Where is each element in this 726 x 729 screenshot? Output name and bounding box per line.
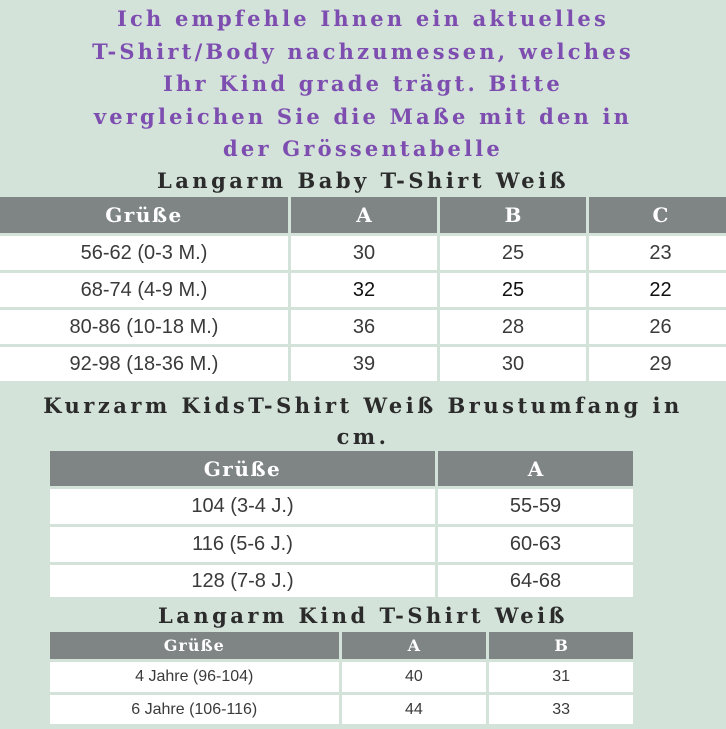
table-cell: 64-68 bbox=[438, 565, 633, 597]
table-cell: 4 Jahre (96-104) bbox=[50, 662, 339, 692]
header-cell: Grüße bbox=[50, 632, 339, 659]
table2-title-line: cm. bbox=[336, 424, 390, 449]
table-cell: 6 Jahre (106-116) bbox=[50, 695, 339, 724]
table-cell: 56-62 (0-3 M.) bbox=[0, 236, 288, 270]
intro-line: Ich empfehle Ihnen ein aktuelles bbox=[116, 6, 609, 31]
table-cell: 31 bbox=[489, 662, 633, 692]
size-table-langarm-kind bbox=[47, 632, 636, 724]
table2-title-line: Kurzarm KidsT-Shirt Weiß Brustumfang in bbox=[43, 393, 683, 418]
table-row bbox=[0, 347, 726, 381]
size-table-kurzarm-kids bbox=[47, 451, 636, 597]
table-cell: 33 bbox=[489, 695, 633, 724]
table-cell: 68-74 (4-9 M.) bbox=[0, 273, 288, 307]
table-cell: 44 bbox=[342, 695, 487, 724]
header-cell: C bbox=[589, 197, 726, 233]
intro-line: Ihr Kind grade trägt. Bitte bbox=[163, 71, 563, 96]
table-row bbox=[50, 695, 633, 724]
header-cell: Grüße bbox=[0, 197, 288, 233]
header-cell: Grüße bbox=[50, 451, 435, 486]
table-cell: 23 bbox=[589, 236, 726, 270]
table1-title: Langarm Baby T-Shirt Weiß bbox=[156, 168, 570, 193]
intro-text bbox=[0, 3, 726, 166]
table-cell: 80-86 (10-18 M.) bbox=[0, 310, 288, 344]
table2-title bbox=[0, 390, 726, 452]
table-row bbox=[0, 310, 726, 344]
table-cell: 55-59 bbox=[438, 489, 633, 524]
table-row bbox=[50, 527, 633, 562]
table-cell: 26 bbox=[589, 310, 726, 344]
table3-title: Langarm Kind T-Shirt Weiß bbox=[157, 603, 569, 628]
table-cell: 30 bbox=[291, 236, 437, 270]
table-cell: 40 bbox=[342, 662, 487, 692]
intro-line: T-Shirt/Body nachzumessen, welches bbox=[92, 38, 634, 64]
table-cell: 30 bbox=[440, 347, 586, 381]
table-cell: 22 bbox=[589, 273, 726, 307]
table-row bbox=[50, 489, 633, 524]
table-header-row bbox=[50, 451, 633, 486]
table-cell: 39 bbox=[291, 347, 437, 381]
table-row bbox=[0, 236, 726, 270]
intro-line: vergleichen Sie die Maße mit den in bbox=[93, 103, 633, 129]
table-cell: 128 (7-8 J.) bbox=[50, 565, 435, 597]
header-cell: B bbox=[440, 197, 586, 233]
table-cell: 104 (3-4 J.) bbox=[50, 489, 435, 524]
header-cell: A bbox=[438, 451, 633, 486]
table-row bbox=[50, 662, 633, 692]
table-cell: 92-98 (18-36 M.) bbox=[0, 347, 288, 381]
size-table-langarm-baby bbox=[0, 197, 726, 381]
table-cell: 32 bbox=[291, 273, 437, 307]
intro-line: der Grössentabelle bbox=[223, 136, 503, 161]
table-cell: 29 bbox=[589, 347, 726, 381]
table-cell: 36 bbox=[291, 310, 437, 344]
table-cell: 25 bbox=[440, 273, 586, 307]
table-header-row bbox=[0, 197, 726, 233]
header-cell: A bbox=[291, 197, 437, 233]
table-row bbox=[0, 273, 726, 307]
table-header-row bbox=[50, 632, 633, 659]
header-cell: A bbox=[342, 632, 487, 659]
table-cell: 28 bbox=[440, 310, 586, 344]
header-cell: B bbox=[489, 632, 633, 659]
table-row bbox=[50, 565, 633, 597]
table-cell: 60-63 bbox=[438, 527, 633, 562]
table-cell: 116 (5-6 J.) bbox=[50, 527, 435, 562]
table-cell: 25 bbox=[440, 236, 586, 270]
